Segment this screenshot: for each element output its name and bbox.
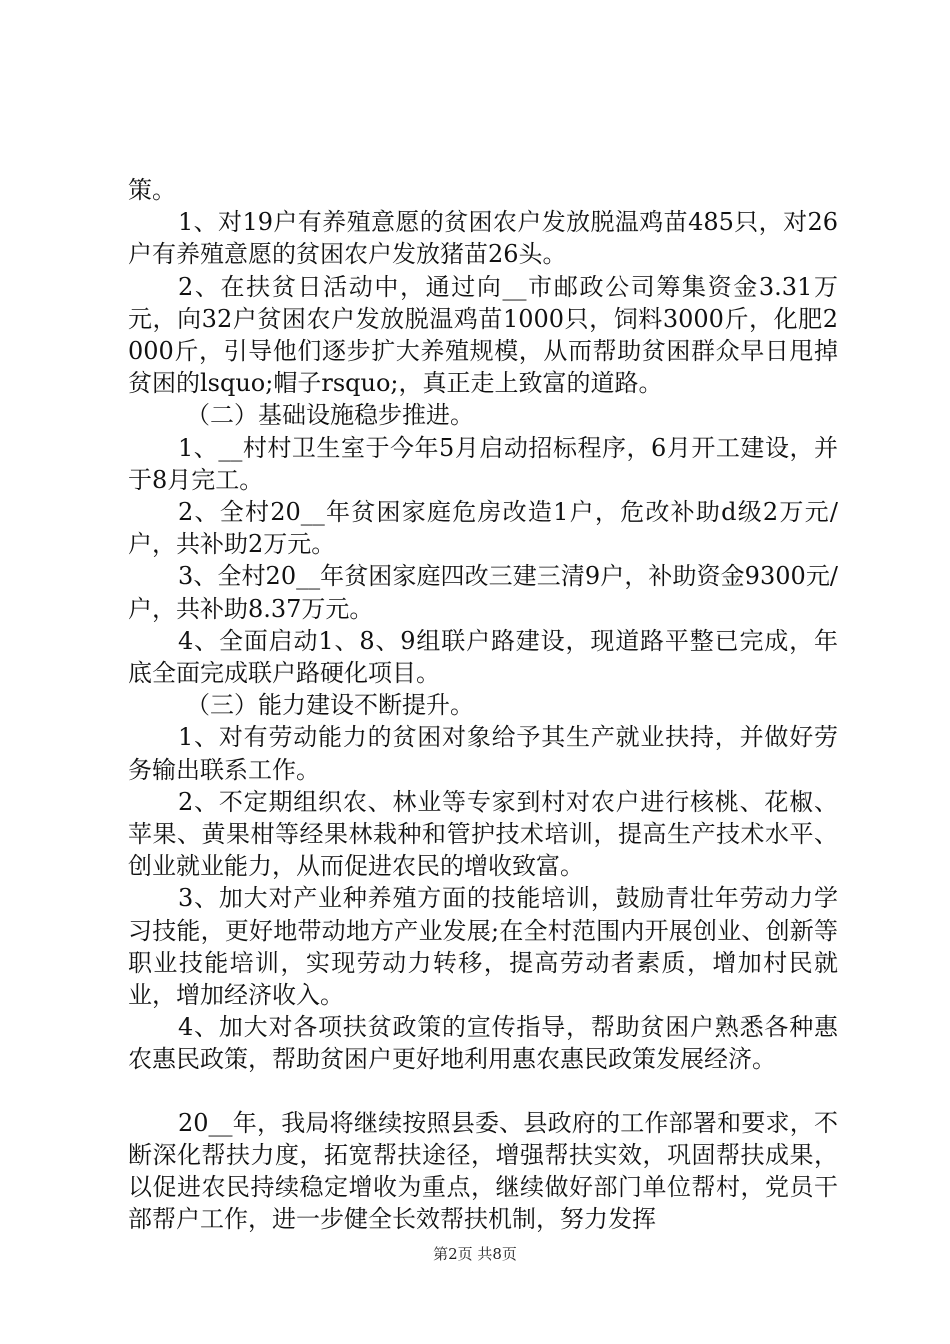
paragraph-infra-item-3: 3、全村20__年贫困家庭四改三建三清9户，补助资金9300元/户，共补助8.37万元。 <box>128 562 838 623</box>
document-body <box>128 174 838 1236</box>
paragraph-capacity-item-3: 3、加大对产业种养殖方面的技能培训，鼓励青壮年劳动力学习技能，更好地带动地方产业发展;在全村范围内开展创业、创新等职业技能培训，实现劳动力转移，提高劳动者素质，增加村民就业，增加经济收入。 <box>128 884 838 1010</box>
paragraph-item-1-poultry: 1、对19户有养殖意愿的贫困农户发放脱温鸡苗485只，对26户有养殖意愿的贫困农户发放猪苗26头。 <box>128 208 838 269</box>
paragraph-continuation: 策。 <box>128 176 176 204</box>
paragraph-next-year-plan: 20__年，我局将继续按照县委、县政府的工作部署和要求，不断深化帮扶力度，拓宽帮扶途径，增强帮扶实效，巩固帮扶成果，以促进农民持续稳定增收为重点，继续做好部门单位帮村，党员干部帮户工作，进一步健全长效帮扶机制，努力发挥 <box>128 1108 838 1234</box>
paragraph-item-2-poverty-day: 2、在扶贫日活动中，通过向__市邮政公司筹集资金3.31万元，向32户贫困农户发放脱温鸡苗1000只，饲料3000斤，化肥2000斤，引导他们逐步扩大养殖规模，从而帮助贫困群众早日甩掉贫困的lsquo;帽子rsquo;，真正走上致富的道路。 <box>128 272 838 398</box>
section-heading-capacity: （三）能力建设不断提升。 <box>186 691 474 720</box>
paragraph-infra-item-4: 4、全面启动1、8、9组联户路建设，现道路平整已完成，年底全面完成联户路硬化项目。 <box>128 626 838 688</box>
paragraph-capacity-item-2: 2、不定期组织农、林业等专家到村对农户进行核桃、花椒、苹果、黄果柑等经果林栽种和管护技术培训，提高生产技术水平、创业就业能力，从而促进农民的增收致富。 <box>128 787 838 881</box>
section-heading-infrastructure: （二）基础设施稳步推进。 <box>186 401 474 430</box>
paragraph-infra-item-2: 2、全村20__年贫困家庭危房改造1户，危改补助d级2万元/户，共补助2万元。 <box>128 498 838 559</box>
paragraph-capacity-item-1: 1、对有劳动能力的贫困对象给予其生产就业扶持，并做好劳务输出联系工作。 <box>128 723 838 784</box>
paragraph-capacity-item-4: 4、加大对各项扶贫政策的宣传指导，帮助贫困户熟悉各种惠农惠民政策，帮助贫困户更好地利用惠农惠民政策发展经济。 <box>128 1013 838 1074</box>
page-number-footer: 第2页 共8页 <box>433 1245 517 1263</box>
paragraph-infra-item-1: 1、__村村卫生室于今年5月启动招标程序，6月开工建设，并于8月完工。 <box>128 433 838 494</box>
